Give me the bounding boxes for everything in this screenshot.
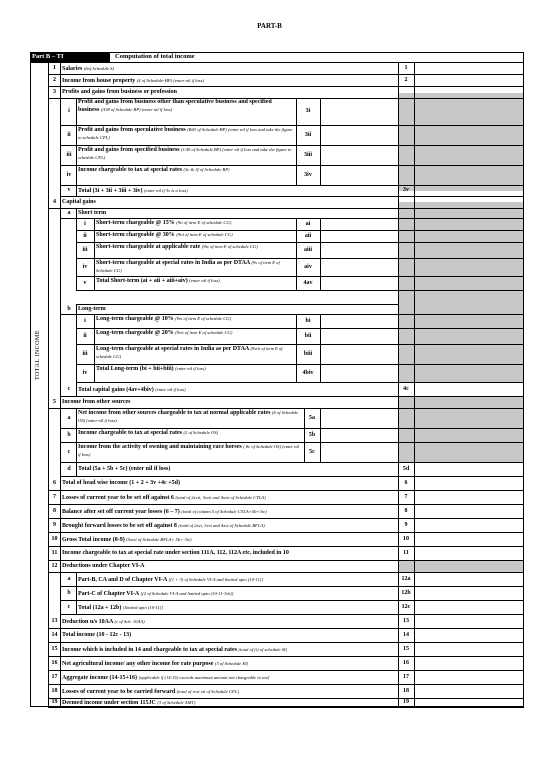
row-note: (total of row xii of Schedule CFL) [176, 688, 239, 694]
row-label [62, 89, 382, 96]
row-note: (total of 2xvi, 3xvi and 4xvi of Schedule BFLA) [178, 522, 265, 528]
grid-line-h [48, 656, 524, 657]
grid-line-h [60, 185, 524, 186]
row-note: [applicable if (14-15) exceeds maximum amount not chargeable to tax] [138, 674, 270, 680]
row-label [78, 429, 302, 437]
row-note: (4 of Schedule-HP) (enter nil if loss) [136, 77, 204, 83]
row-note: (total of 2xvii, 3xvii and 4xvii of Schedule CYLA) [175, 494, 266, 500]
grid-line-v [76, 408, 77, 428]
row-note: (enter nil if loss) [175, 366, 206, 371]
row-label [62, 399, 382, 406]
input-code: aii [304, 232, 312, 239]
grid-line-h [48, 546, 524, 547]
row-number: 9 [53, 521, 56, 528]
grid-line-v [76, 572, 77, 586]
input-code: bii [304, 332, 312, 339]
row-number: 1 [53, 64, 56, 71]
row-label-text: Short-term chargeable @ 15% [96, 220, 175, 226]
grid-line-v [76, 328, 77, 344]
grid-line-h [48, 518, 524, 519]
row-number: c [67, 448, 71, 455]
row-label-text: Gross Total income (8-9) [62, 536, 125, 543]
row-number: b [67, 431, 71, 438]
grid-line-v [76, 364, 77, 382]
grid-line-v [76, 600, 77, 614]
grid-line-h [48, 707, 524, 708]
input-code: 5c [309, 448, 315, 455]
row-label-text: Aggregate income (14-15+16) [62, 674, 137, 681]
row-number: ii [83, 332, 87, 339]
grid-line-h [60, 476, 524, 477]
row-label-text: Total Short-term (ai + aii + aiii+aiv) [96, 278, 188, 284]
grid-line-v [76, 208, 77, 218]
row-note: [(2 of Schedule VI-A and limited upto (10-11-3iii)] [140, 590, 234, 596]
grid-line-h [48, 74, 524, 75]
row-label-text: Long-term [78, 305, 106, 312]
row-label-text: Income from other sources [62, 398, 131, 405]
grid-line-v [76, 442, 77, 462]
row-number: iii [66, 151, 72, 158]
row-label [78, 146, 294, 162]
row-label [78, 604, 376, 612]
output-code: 8 [404, 507, 408, 514]
row-label-text: Total (3i + 3ii + 3iii + 3iv) [78, 188, 143, 194]
row-label [78, 306, 398, 313]
row-number: 7 [53, 493, 56, 500]
row-label-text: Long-term chargeable at special rates in India as per DTAA [96, 346, 249, 352]
row-label-text: Losses of current year to be carried forward [62, 688, 176, 695]
row-number: 16 [51, 659, 58, 666]
grid-line-v [320, 328, 321, 344]
input-code: aiv [304, 263, 312, 270]
grid-line-h [48, 86, 524, 87]
grid-line-v [76, 462, 77, 476]
input-code: 5b [308, 431, 316, 438]
row-label [96, 259, 294, 275]
input-code: 3ii [304, 131, 312, 138]
page-title: PART-B [257, 22, 282, 30]
input-code: ai [305, 220, 311, 227]
grid-line-h [48, 684, 524, 685]
grid-line-v [320, 276, 321, 290]
grid-line-v [320, 98, 321, 125]
output-code: 12a [401, 575, 411, 582]
row-note: (6of Schedule S) [83, 65, 114, 71]
grid-line-v [320, 242, 321, 258]
row-number: a [67, 414, 71, 421]
input-code: 4biv [302, 369, 314, 376]
row-note: (c of Sch. 10AA) [114, 618, 145, 624]
input-code: 3iii [303, 151, 312, 158]
grid-line-v [320, 344, 321, 364]
output-code: 13 [403, 617, 409, 624]
row-label [96, 315, 294, 323]
grid-line-h [48, 572, 524, 573]
grid-line-h [76, 290, 398, 291]
row-label [78, 590, 376, 598]
row-label-text: Long-term chargeable @ 10% [96, 316, 174, 322]
row-label-text: Deduction u/s 10AA [62, 618, 114, 625]
row-label-text: Income chargeable to tax at special rate under section 111A, 112, 112A etc. included in 10 [62, 549, 289, 556]
grid-line-v [94, 344, 95, 364]
output-code: 2 [404, 76, 408, 83]
row-label-text: Part-B, CA and D of Chapter VI-A [78, 576, 167, 583]
row-label-text: Total Long-term (bi + bii+biii) [96, 366, 174, 372]
row-note: (enter nil if loss) [155, 386, 186, 392]
row-label [96, 329, 294, 337]
grid-line-v [76, 165, 77, 185]
grid-line-v [76, 125, 77, 145]
grid-line-v [320, 145, 321, 165]
grid-line-v [320, 442, 321, 462]
grid-line-h [48, 628, 524, 629]
grid-line-h [48, 504, 524, 505]
side-label [28, 300, 48, 410]
row-label [78, 409, 302, 425]
grid-line-v [76, 145, 77, 165]
grid-line-h [60, 396, 524, 397]
row-number: 18 [51, 687, 58, 694]
row-note: (total of (i) of schedule SI) [238, 646, 288, 652]
row-note: (9v of item E of Schedule CG) [96, 260, 280, 273]
output-code: 12b [401, 589, 411, 596]
side-label-text: TOTAL INCOME [35, 329, 42, 381]
output-code: 6 [404, 479, 408, 486]
grid-line-v [320, 218, 321, 230]
grid-line-v [320, 428, 321, 442]
row-note: (9vii of item E of schedule CG) [175, 330, 233, 335]
row-number: 10 [51, 535, 58, 542]
input-code: 5a [309, 414, 315, 421]
row-number: iv [82, 369, 88, 376]
grid-line-v [60, 62, 61, 707]
grid-line-v [76, 230, 77, 242]
row-label-text: Total (12a + 12b) [78, 604, 122, 611]
grid-line-v [320, 364, 321, 382]
row-note: ( 8e of Schedule OS) (enter nil if loss) [78, 444, 300, 457]
row-number: 8 [53, 507, 56, 514]
output-code: 14 [403, 631, 409, 638]
row-label-text: Long-term chargeable @ 20% [96, 330, 174, 336]
row-label [78, 166, 294, 174]
row-label [62, 563, 382, 570]
row-number: 17 [51, 673, 58, 680]
row-note: (9viii of item E of schedule CG) [96, 346, 283, 359]
grid-line-v [414, 62, 415, 707]
output-code: 7 [404, 493, 408, 500]
output-code: 19 [403, 699, 409, 705]
grid-line-h [48, 670, 524, 671]
grid-line-h [48, 642, 524, 643]
grid-line-v [76, 185, 77, 196]
row-label [78, 187, 376, 195]
row-label [78, 210, 398, 217]
grid-line-v [76, 242, 77, 258]
output-code: 10 [403, 535, 409, 542]
row-number: a [67, 575, 71, 582]
row-number: c [67, 385, 71, 392]
row-number: 11 [51, 549, 58, 556]
row-number: c [67, 603, 71, 610]
output-code: 11 [403, 549, 409, 556]
row-number: i [68, 108, 70, 114]
row-label-text: Brought forward losses to be set off against 8 [62, 522, 177, 529]
grid-line-h [60, 614, 524, 615]
row-note: (total of column 5 of Schedule CYLA+5b+3iv) [181, 508, 267, 514]
grid-line-v [320, 125, 321, 145]
output-code: 5d [402, 465, 410, 472]
part-tag: Part B – TI [30, 52, 110, 62]
row-label-text: Income from house property [62, 77, 136, 84]
row-label [96, 345, 294, 361]
row-note: (5xvii of Schedule BFLA+ 5b+ 3iv) [126, 536, 192, 542]
output-code: 18 [403, 687, 409, 694]
grid-line-v [76, 314, 77, 328]
row-number: a [67, 209, 71, 216]
grid-line-v [320, 408, 321, 428]
row-label-text: Income which is included in 14 and chargeable to tax at special rates [62, 646, 237, 653]
row-label [62, 199, 382, 206]
row-label-text: Income from the activity of owning and maintaining race horses [78, 444, 242, 450]
row-label-text: Profits and gains from business or profession [62, 88, 177, 95]
row-label [78, 99, 294, 114]
output-code: 12c [401, 603, 411, 610]
row-label-text: Part-C of Chapter VI-A [78, 590, 139, 597]
row-label [78, 386, 376, 394]
row-note: (B43 of Schedule BP) (enter nil if loss and take the figure to schedule CFL) [78, 127, 293, 140]
grid-line-h [76, 382, 524, 383]
row-number: iv [82, 263, 88, 270]
output-code: 17 [403, 673, 409, 680]
row-label-text: Total of head wise income (1 + 2 + 3v +4c +5d) [62, 479, 180, 486]
grid-line-v [94, 258, 95, 276]
grid-line-v [76, 304, 77, 314]
row-number: 3 [53, 88, 56, 95]
row-label-text: Capital gains [62, 198, 96, 205]
grid-line-v [76, 258, 77, 276]
grid-line-v [94, 328, 95, 344]
row-label-text: Deductions under Chapter VI-A [62, 562, 145, 569]
grid-line-h [60, 586, 524, 587]
row-label-text: Net agricultural income/ any other income for rate purpose [62, 660, 214, 667]
row-number: i [84, 317, 86, 324]
row-number: 2 [53, 76, 56, 83]
grid-line-v [76, 586, 77, 600]
row-number: 4 [53, 198, 56, 205]
grid-line-v [76, 98, 77, 125]
row-note: (9iii of item E of schedule CG) [176, 232, 233, 237]
row-label-text: Income chargeable to tax at special rates [78, 167, 182, 173]
section-title: Computation of total income [115, 53, 195, 60]
row-label [78, 466, 376, 473]
grid-line-v [76, 344, 77, 364]
row-label [96, 219, 294, 227]
row-number: iii [82, 350, 88, 357]
grid-line-v [48, 62, 49, 707]
row-label-text: Total income (10 - 12c - 13) [62, 631, 132, 638]
grid-line-v [94, 230, 95, 242]
row-number: 15 [51, 645, 58, 652]
row-label-text: Short-term chargeable @ 30% [96, 232, 175, 238]
row-note: (6 of Schedule OS) (enter nil if loss) [78, 410, 299, 423]
grid-line-v [94, 242, 95, 258]
grid-line-h [48, 490, 524, 491]
row-number: v [67, 187, 71, 193]
row-number: b [67, 589, 71, 596]
row-number: b [67, 305, 71, 312]
input-code: bi [305, 317, 311, 324]
grid-line-v [94, 364, 95, 382]
row-number: 12 [51, 562, 58, 569]
row-number: 19 [51, 699, 58, 705]
row-label-text: Balance after set off current year losses (6 – 7) [62, 508, 180, 515]
row-label [96, 231, 294, 239]
grid-line-v [320, 258, 321, 276]
row-note: [(1 + 3) of Schedule VI-A and limited upto (10-11)] [168, 576, 264, 582]
row-number: 13 [51, 617, 58, 624]
input-code: aiii [303, 246, 312, 253]
row-label-text: Total (5a + 5b + 5c) (enter nil if loss) [78, 465, 171, 472]
row-label-text: Profit and gains from specified business [78, 147, 180, 153]
row-note: (2 of Schedule OS) [183, 430, 219, 435]
row-label-text: Profit and gains from business other than speculative business and specified business [78, 99, 272, 113]
grid-line-h [48, 532, 524, 533]
row-number: d [67, 465, 71, 472]
grid-line-h [60, 462, 524, 463]
row-label [78, 443, 302, 459]
row-number: 5 [53, 398, 56, 405]
row-note: (9vi of item E of schedule CG) [175, 316, 232, 321]
grid-line-v [76, 218, 77, 230]
grid-line-v [94, 314, 95, 328]
grid-line-v [94, 218, 95, 230]
input-code: biii [303, 350, 313, 357]
row-number: v [83, 279, 87, 286]
row-note: (9iv of item E of schedule CG) [201, 244, 258, 249]
grid-line-v [320, 230, 321, 242]
row-note: (3 of Schedule AMT) [157, 700, 196, 705]
row-label [78, 126, 294, 142]
output-code: 15 [403, 645, 409, 652]
row-note: (3e & 3f of Schedule BP) [183, 167, 230, 172]
grid-line-v [76, 428, 77, 442]
grid-line-h [48, 560, 524, 561]
input-code: 3iv [304, 171, 312, 178]
grid-line-v [320, 314, 321, 328]
row-number: 6 [53, 479, 56, 486]
row-label [96, 365, 294, 373]
input-code: 3i [305, 108, 311, 114]
row-label [96, 277, 294, 285]
row-label-text: Net income from other sources chargeable to tax at normal applicable rates [78, 410, 271, 416]
row-number: iv [66, 171, 72, 178]
grid-line-v [320, 165, 321, 185]
output-code: 9 [404, 521, 408, 528]
grid-line-h [30, 62, 524, 63]
row-label-text: Short-term chargeable at special rates in India as per DTAA [96, 260, 250, 266]
row-label-text: Short term [78, 209, 107, 216]
row-number: iii [82, 246, 88, 253]
output-code: 3v [403, 187, 409, 193]
output-code: 16 [403, 659, 409, 666]
row-note: [limited upto (10-11)] [122, 604, 164, 610]
row-note: (enter nil if 3v is a loss) [144, 188, 188, 193]
row-note: (9ii of item E of schedule CG) [176, 220, 232, 225]
grid-line-v [94, 276, 95, 290]
output-code: 1 [404, 64, 408, 71]
row-note: (enter nil if loss) [189, 278, 220, 283]
row-number: 14 [51, 631, 58, 638]
row-label-text: Short-term chargeable at applicable rate [96, 244, 201, 250]
row-note: (A38 of Schedule BP) (enter nil if loss) [100, 107, 173, 112]
row-note: (C49 of Schedule BP) (enter nil if loss and take the figure to schedule CFL) [78, 147, 292, 160]
row-label-text: Profit and gains from speculative business [78, 127, 186, 133]
row-label-text: Deemed income under section 115JC [62, 700, 156, 706]
row-label-text: Total capital gains (4av+4biv) [78, 386, 154, 393]
grid-line-v [76, 276, 77, 290]
row-number: ii [67, 131, 71, 138]
grid-line-h [60, 600, 524, 601]
grid-line-v [76, 382, 77, 396]
row-label [96, 243, 294, 251]
row-label-text: Income chargeable to tax at special rates [78, 430, 182, 436]
row-label-text: Salaries [62, 65, 83, 72]
input-code: 4av [303, 279, 313, 286]
output-code: 4c [403, 385, 409, 392]
row-number: i [84, 220, 86, 227]
row-note: (3 of Schedule EI) [214, 660, 249, 666]
row-number: ii [83, 232, 87, 239]
row-label [78, 576, 376, 584]
row-label-text: Losses of current year to be set off against 6 [62, 494, 174, 501]
grid-line-h [60, 196, 524, 197]
